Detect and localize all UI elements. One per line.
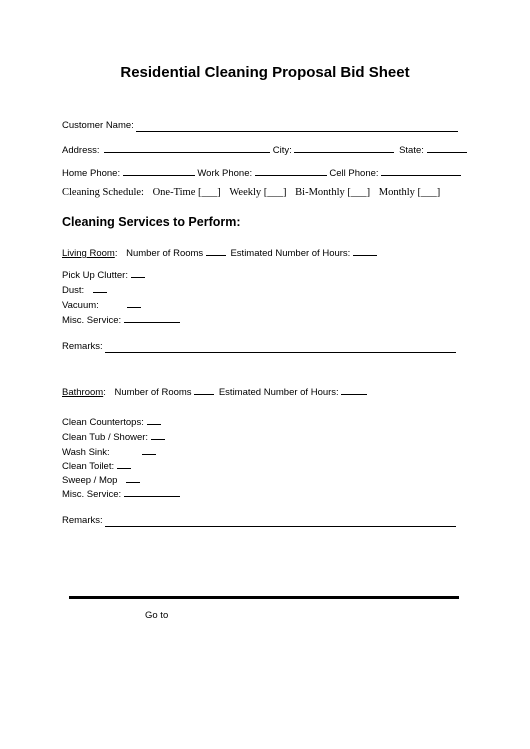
task-field[interactable] [124,486,180,497]
city-field[interactable] [294,142,394,153]
task-field[interactable] [147,414,161,425]
bathroom-rooms-field[interactable] [194,384,214,395]
customer-name-field[interactable] [136,121,458,132]
customer-name-label: Customer Name: [62,120,134,131]
task-label: Misc. Service: [62,489,122,500]
schedule-option-weekly[interactable]: Weekly [___] [229,187,287,198]
task-field[interactable] [117,458,131,469]
task-clean-countertops [62,414,161,429]
remarks-field[interactable] [105,342,456,353]
task-field[interactable] [142,444,156,455]
task-label: Clean Toilet: [62,461,115,472]
bathroom-remarks-row [62,515,456,527]
task-pick-up-clutter [62,267,145,282]
living-room-rooms-field[interactable] [206,245,226,256]
task-field[interactable] [126,472,140,483]
task-misc-service [62,312,180,327]
state-label: State: [399,145,424,156]
work-phone-field[interactable] [255,165,327,176]
phone-row [62,165,461,180]
remarks-label: Remarks: [62,341,103,352]
address-row [62,142,467,157]
bathroom-hours-field[interactable] [341,384,367,395]
living-room-remarks-row [62,341,456,353]
remarks-field[interactable] [105,516,456,527]
task-label: Clean Countertops: [62,417,144,428]
living-room-rooms-label: Number of Rooms [126,248,204,259]
bathroom-row [62,384,367,399]
home-phone-label: Home Phone: [62,168,121,179]
bathroom-colon: : [103,387,106,398]
task-clean-tub-shower [62,429,165,444]
living-room-hours-field[interactable] [353,245,377,256]
services-heading: Cleaning Services to Perform: [62,215,241,229]
address-label: Address: [62,145,100,156]
task-label: Wash Sink: [62,447,110,458]
city-label: City: [272,145,292,156]
schedule-option-monthly[interactable]: Monthly [___] [378,187,441,198]
task-sweep-mop [62,472,140,487]
task-dust [62,282,107,297]
home-phone-field[interactable] [123,165,195,176]
task-field[interactable] [127,297,141,308]
task-label: Vacuum: [62,300,99,311]
schedule-option-bi-monthly[interactable]: Bi-Monthly [___] [295,187,371,198]
cell-phone-label: Cell Phone: [329,168,379,179]
cleaning-schedule-row [62,187,440,199]
living-room-hours-label: Estimated Number of Hours: [230,248,351,259]
living-room-colon: : [114,248,118,259]
task-label: Clean Tub / Shower: [62,432,149,443]
task-label: Misc. Service: [62,315,122,326]
bathroom-hours-label: Estimated Number of Hours: [218,387,339,398]
state-field[interactable] [427,142,467,153]
task-field[interactable] [93,282,107,293]
cell-phone-field[interactable] [381,165,461,176]
schedule-label: Cleaning Schedule: [62,187,144,198]
bathroom-rooms-label: Number of Rooms [114,387,192,398]
task-label: Dust: [62,285,85,296]
living-room-row [62,245,377,260]
task-clean-toilet [62,458,131,473]
task-vacuum [62,297,141,312]
task-wash-sink [62,444,156,459]
task-label: Pick Up Clutter: [62,270,128,281]
task-label: Sweep / Mop [62,475,118,486]
remarks-label: Remarks: [62,515,103,526]
living-room-label: Living Room [62,248,115,259]
bathroom-label: Bathroom [62,387,104,398]
task-field[interactable] [124,312,180,323]
go-to-link[interactable]: Go to [145,610,169,621]
task-field[interactable] [151,429,165,440]
address-field[interactable] [104,142,270,153]
page-title: Residential Cleaning Proposal Bid Sheet [120,64,410,81]
task-field[interactable] [131,267,145,278]
work-phone-label: Work Phone: [197,168,253,179]
schedule-option-one-time[interactable]: One-Time [___] [152,187,221,198]
task-misc-service [62,486,180,501]
customer-name-row [62,120,458,132]
footer-divider [69,596,459,599]
